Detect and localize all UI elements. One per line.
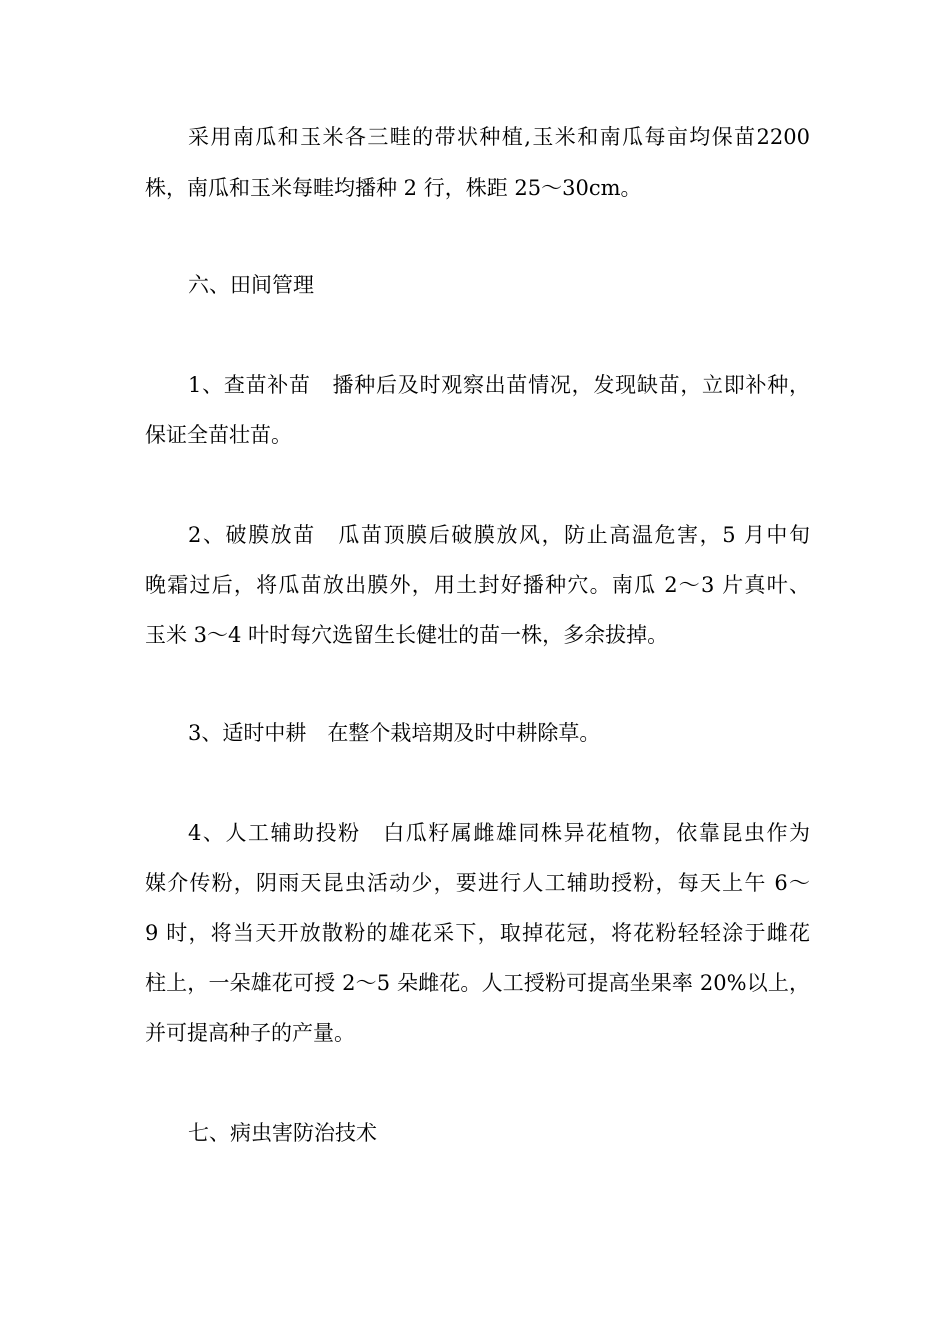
item-4-line-3: 9 时，将当天开放散粉的雄花采下，取掉花冠，将花粉轻轻涂于雌花 <box>145 921 810 945</box>
item-1-line-1: 1、查苗补苗 播种后及时观察出苗情况，发现缺苗，立即补种， <box>188 373 810 397</box>
item-4-line-4: 柱上，一朵雄花可授 2～5 朵雌花。人工授粉可提高坐果率 20%以上， <box>145 971 810 995</box>
item-3-line-1: 3、适时中耕 在整个栽培期及时中耕除草。 <box>188 721 601 745</box>
section-heading-field-management: 六、田间管理 <box>188 273 314 297</box>
item-1-line-2: 保证全苗壮苗。 <box>145 423 292 447</box>
item-4-line-5: 并可提高种子的产量。 <box>145 1021 355 1045</box>
item-2-line-3: 玉米 3～4 叶时每穴选留生长健壮的苗一株，多余拔掉。 <box>145 623 669 647</box>
paragraph-planting-line-2: 株，南瓜和玉米每畦均播种 2 行，株距 25～30cm。 <box>145 176 642 200</box>
item-2-line-1: 2、破膜放苗 瓜苗顶膜后破膜放风，防止高温危害，5 月中旬 <box>188 523 810 547</box>
section-heading-pest-control: 七、病虫害防治技术 <box>188 1121 377 1145</box>
item-2-line-2: 晚霜过后，将瓜苗放出膜外，用土封好播种穴。南瓜 2～3 片真叶、 <box>145 573 810 597</box>
item-4-line-1: 4、人工辅助投粉 白瓜籽属雌雄同株异花植物，依靠昆虫作为 <box>188 821 810 845</box>
item-4-line-2: 媒介传粉，阴雨天昆虫活动少，要进行人工辅助授粉，每天上午 6～ <box>145 871 810 895</box>
paragraph-planting-line-1: 采用南瓜和玉米各三畦的带状种植,玉米和南瓜每亩均保苗2200 <box>188 125 810 149</box>
